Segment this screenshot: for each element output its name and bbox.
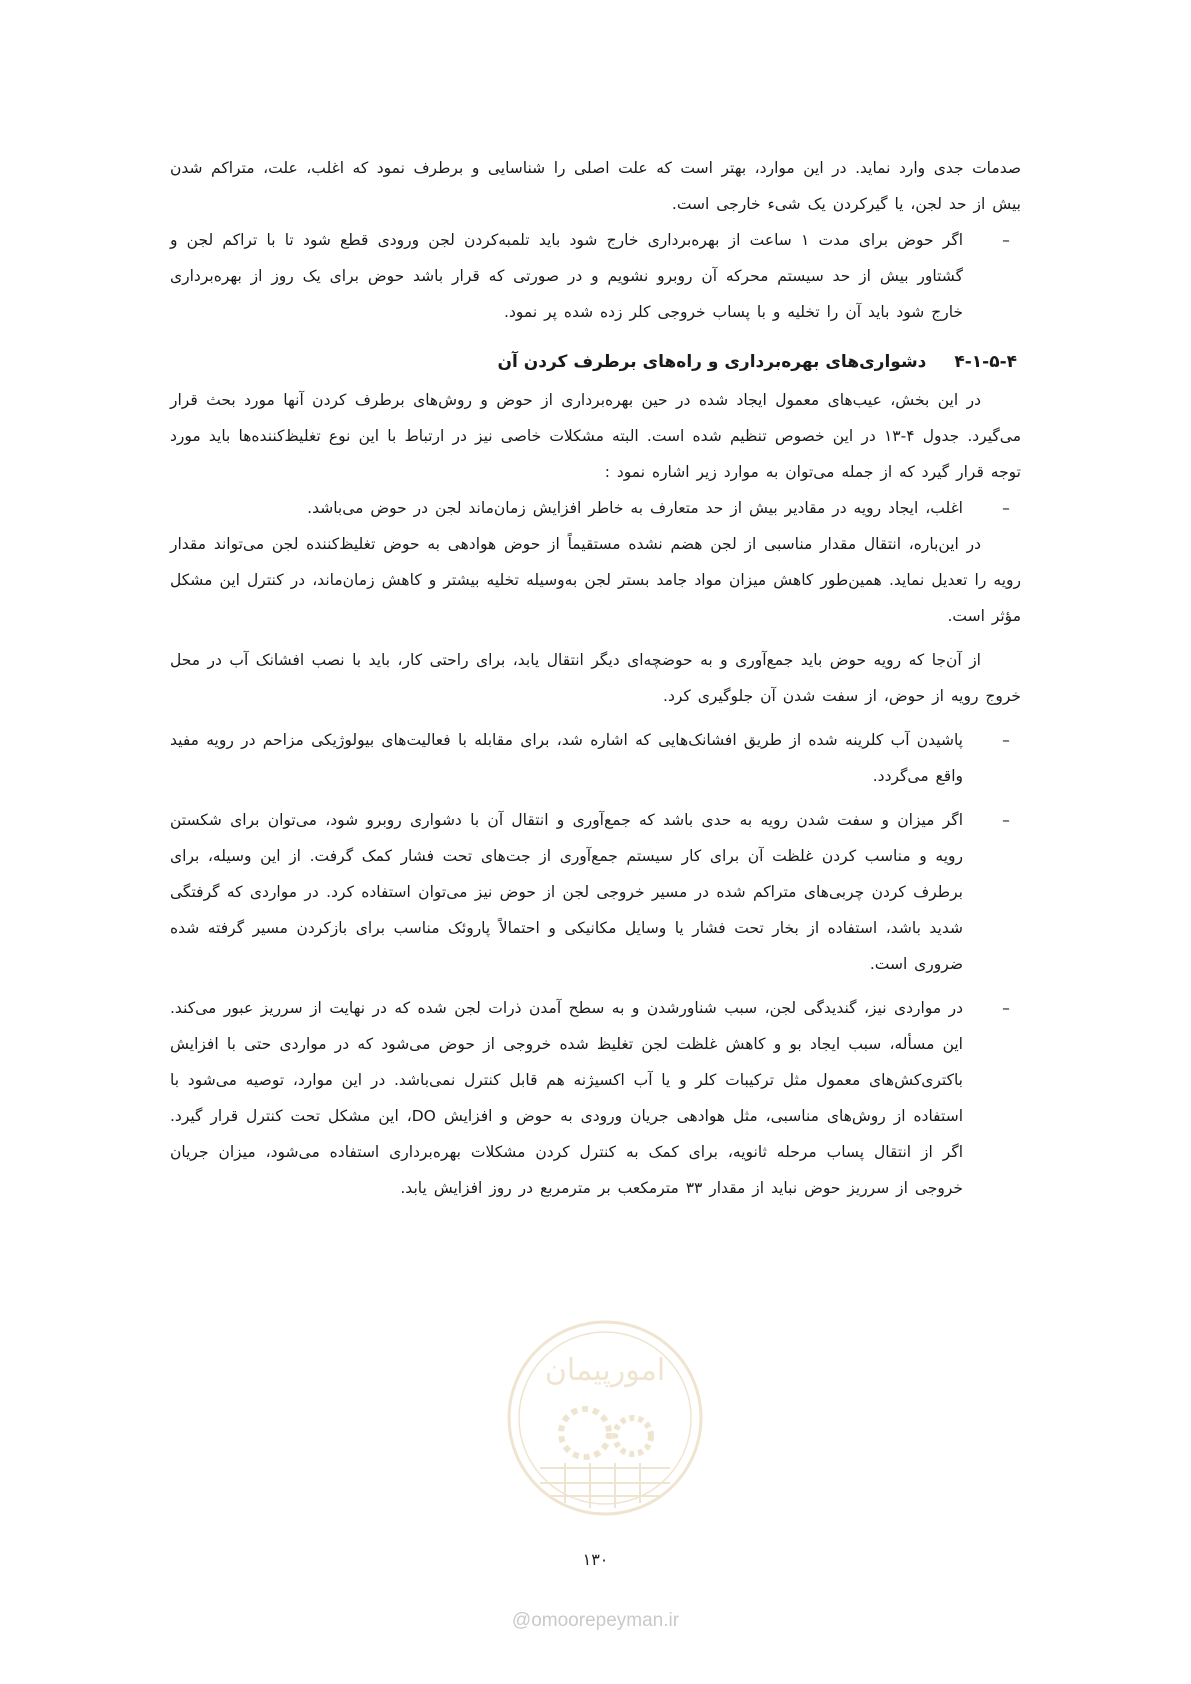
bullet-text: در مواردی نیز، گندیدگی لجن، سبب شناورشدن و به سطح آمدن ذرات لجن شده که در نهایت از سرریز عبور می‌کند. این مسأله، سبب ایجاد بو و کاهش غلظت لجن تغلیظ شده خروجی از حوض می‌شود که در مواردی حتی با افزایش باکتری‌کش‌های معمول مثل ترکیبات کلر و یا آب اکسیژنه هم قابل کنترل نمی‌باشد. در این موارد، توصیه می‌شود با استفاده از روش‌های مناسبی، مثل هوادهی جریان ورودی به حوض و افزایش DO، این مشکل تحت کنترل قرار گیرد. اگر از انتقال پساب مرحله ثانویه، برای کمک به کنترل کردن مشکلات بهره‌برداری استفاده می‌شود، میزان جریان خروجی از سرریز حوض نباید از مقدار ۳۳ مترمکعب بر مترمربع در روز افزایش یابد. <box>170 999 963 1197</box>
page-number: ۱۳۰ <box>582 1550 609 1569</box>
section-heading <box>170 344 1021 380</box>
bullet-item <box>170 990 1021 1206</box>
watermark-url: @omoorepeyman.ir <box>511 1610 680 1631</box>
section-title: دشواری‌های بهره‌برداری و راه‌های برطرف کردن آن <box>497 352 927 372</box>
bullet-text: پاشیدن آب کلرینه شده از طریق افشانک‌هایی که اشاره شد، برای مقابله با فعالیت‌های بیولوژیکی مزاحم در رویه مفید واقع می‌گردد. <box>170 731 963 785</box>
paragraph: در این بخش، عیب‌های معمول ایجاد شده در حین بهره‌برداری از حوض و روش‌های برطرف کردن آنها مورد بحث قرار می‌گیرد. جدول ۴-۱۳ در این خصوص تنظیم شده است. البته مشکلات خاصی نیز در ارتباط با این نوع تغلیظ‌کننده‌ها باید مورد توجه قرار گیرد که از جمله می‌توان به موارد زیر اشاره نمود : <box>170 391 1021 481</box>
bullet-dash: – <box>1002 811 1010 829</box>
paragraph: در این‌باره، انتقال مقدار مناسبی از لجن هضم نشده مستقیماً از حوض هوادهی به حوض تغلیظ‌کننده لجن می‌تواند مقدار رویه را تعدیل نماید. همین‌طور کاهش میزان مواد جامد بستر لجن به‌وسیله تخلیه بیشتر و کاهش زمان‌ماند، در کنترل این مشکل مؤثر است. <box>170 535 1021 625</box>
section-number: ۴-۱-۵-۴ <box>954 352 1017 372</box>
bullet-item <box>170 490 1021 526</box>
watermark-logo <box>505 1318 705 1518</box>
paragraph: از آن‌جا که رویه حوض باید جمع‌آوری و به حوضچه‌ای دیگر انتقال یابد، برای راحتی کار، باید با نصب افشانک آب در محل خروج رویه از حوض، از سفت شدن آن جلوگیری کرد. <box>170 651 1021 705</box>
bullet-item <box>170 722 1021 794</box>
bullet-text: اگر میزان و سفت شدن رویه به حدی باشد که جمع‌آوری و انتقال آن با دشواری روبرو شود، می‌توان برای شکستن رویه و مناسب کردن غلظت آن برای کار سیستم جمع‌آوری از جت‌های تحت فشار کمک گرفت. از این وسیله، برای برطرف کردن چربی‌های متراکم شده در مسیر خروجی لجن از حوض نیز می‌توان استفاده کرد. در مواردی که گرفتگی شدید باشد، استفاده از بخار تحت فشار یا وسایل مکانیکی و احتمالاً پاروئک مناسب برای بازکردن مسیر گرفته شده ضروری است. <box>170 811 963 973</box>
bullet-dash: – <box>1002 999 1010 1017</box>
bullet-dash: – <box>1002 731 1010 749</box>
bullet-text: اگر حوض برای مدت ۱ ساعت از بهره‌برداری خارج شود باید تلمبه‌کردن لجن ورودی قطع شود تا با تراکم لجن و گشتاور بیش از حد سیستم محرکه آن روبرو نشویم و در صورتی که قرار باشد حوض برای یک روز از بهره‌برداری خارج شود باید آن را تخلیه و با پساب خروجی کلر زده شده پر نمود. <box>170 231 964 321</box>
document-body <box>170 150 1021 1206</box>
bullet-dash: – <box>1002 499 1010 517</box>
watermark-logo-text: امورپیمان <box>544 1353 666 1388</box>
paragraph-continuation: صدمات جدی وارد نماید. در این موارد، بهتر است که علت اصلی را شناسایی و برطرف نمود که اغلب، علت، متراکم شدن بیش از حد لجن، یا گیرکردن یک شیء خارجی است. <box>170 159 1021 213</box>
bullet-text: اغلب، ایجاد رویه در مقادیر بیش از حد متعارف به خاطر افزایش زمان‌ماند لجن در حوض می‌باشد. <box>307 499 963 517</box>
bullet-dash: – <box>1002 231 1010 249</box>
bullet-item <box>170 802 1021 982</box>
bullet-item <box>170 222 1021 330</box>
